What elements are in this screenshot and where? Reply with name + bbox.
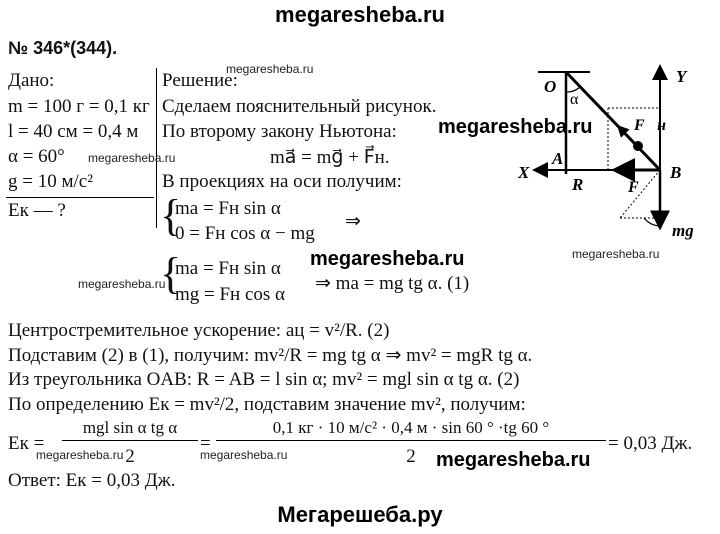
site-header: megaresheba.ru xyxy=(275,2,445,27)
label-fn: F⃗н xyxy=(634,117,666,134)
label-mg: mg⃗ xyxy=(672,221,707,240)
centripetal-line: Центростремительное ускорение: aц = v²/R. (2) xyxy=(8,320,390,341)
system1-brace: { xyxy=(160,191,182,240)
formula-result: = 0,03 Дж. xyxy=(608,433,693,454)
watermark-large: megaresheba.ru xyxy=(310,248,465,270)
result-equation-1: ⇒ ma = mg tg α. (1) xyxy=(315,273,470,294)
formula-frac2-denominator: 2 xyxy=(406,446,416,467)
definition-line: По определению Eк = mv²/2, подставим значение mv², получим: xyxy=(8,394,526,415)
watermark-small: megaresheba.ru xyxy=(78,277,166,291)
label-x: X xyxy=(518,163,530,182)
given-g: g = 10 м/с² xyxy=(8,171,93,192)
label-o: O xyxy=(544,77,557,96)
system1-eq2: 0 = Fн cos α − mg xyxy=(175,223,315,244)
site-footer: Мегарешеба.ру xyxy=(277,502,443,527)
given-length: l = 40 см = 0,4 м xyxy=(8,121,139,142)
given-title: Дано: xyxy=(8,70,55,91)
solution-line-2: По второму закону Ньютона: xyxy=(162,121,397,142)
given-find: Eк — ? xyxy=(8,200,66,221)
watermark-small: megaresheba.ru xyxy=(572,247,660,261)
implies-arrow: ⇒ xyxy=(345,211,361,232)
mass-ball xyxy=(633,141,643,151)
answer-line: Ответ: Eк = 0,03 Дж. xyxy=(8,470,176,491)
system1-eq1: ma = Fн sin α xyxy=(175,198,281,219)
given-vertical-rule xyxy=(156,68,157,228)
pendulum-diagram xyxy=(510,58,720,258)
label-a: A xyxy=(552,149,564,168)
watermark-large: megaresheba.ru xyxy=(438,116,593,138)
watermark-large: megaresheba.ru xyxy=(436,449,591,471)
label-f: F⃗ xyxy=(628,179,652,196)
given-angle: α = 60° xyxy=(8,146,65,167)
pendulum-figure xyxy=(510,58,720,258)
solution-title: Решение: xyxy=(162,70,238,91)
watermark-small: megaresheba.ru xyxy=(200,448,288,462)
solution-line-3: В проекциях на оси получим: xyxy=(162,171,402,192)
formula-frac2-numerator: 0,1 кг · 10 м/с² · 0,4 м · sin 60 ° ·tg 60 ° xyxy=(272,418,550,437)
watermark-small: megaresheba.ru xyxy=(36,448,124,462)
label-b: B xyxy=(670,163,682,182)
formula-frac1-bar xyxy=(62,440,198,441)
watermark-small: megaresheba.ru xyxy=(226,62,314,76)
formula-equals: = xyxy=(200,433,211,454)
formula-frac1-denominator: 2 xyxy=(125,446,135,467)
formula-lhs: Eк = xyxy=(8,433,45,454)
system2-eq2: mg = Fн cos α xyxy=(175,284,286,305)
newton-law-equation: ma⃗ = mg⃗ + F⃗н. xyxy=(270,147,390,168)
solution-line-1: Сделаем пояснительный рисунок. xyxy=(162,96,437,117)
triangle-line: Из треугольника OAB: R = AB = l sin α; mv² = mgl sin α tg α. (2) xyxy=(8,369,520,390)
watermark-small: megaresheba.ru xyxy=(88,151,176,165)
given-divider xyxy=(6,197,154,198)
label-alpha: α xyxy=(570,91,579,108)
label-y: Y xyxy=(676,67,687,86)
system2-brace: { xyxy=(160,249,182,298)
formula-frac2-bar xyxy=(216,440,606,441)
label-r: R xyxy=(572,175,584,194)
angle-arc-b xyxy=(644,218,660,226)
problem-number: № 346*(344). xyxy=(8,38,118,58)
formula-frac1-numerator: mgl sin α tg α xyxy=(82,418,178,437)
system2-eq1: ma = Fн sin α xyxy=(175,258,281,279)
given-mass: m = 100 г = 0,1 кг xyxy=(8,96,150,117)
substitute-line: Подставим (2) в (1), получим: mv²/R = mg tg α ⇒ mv² = mgR tg α. xyxy=(8,345,533,366)
